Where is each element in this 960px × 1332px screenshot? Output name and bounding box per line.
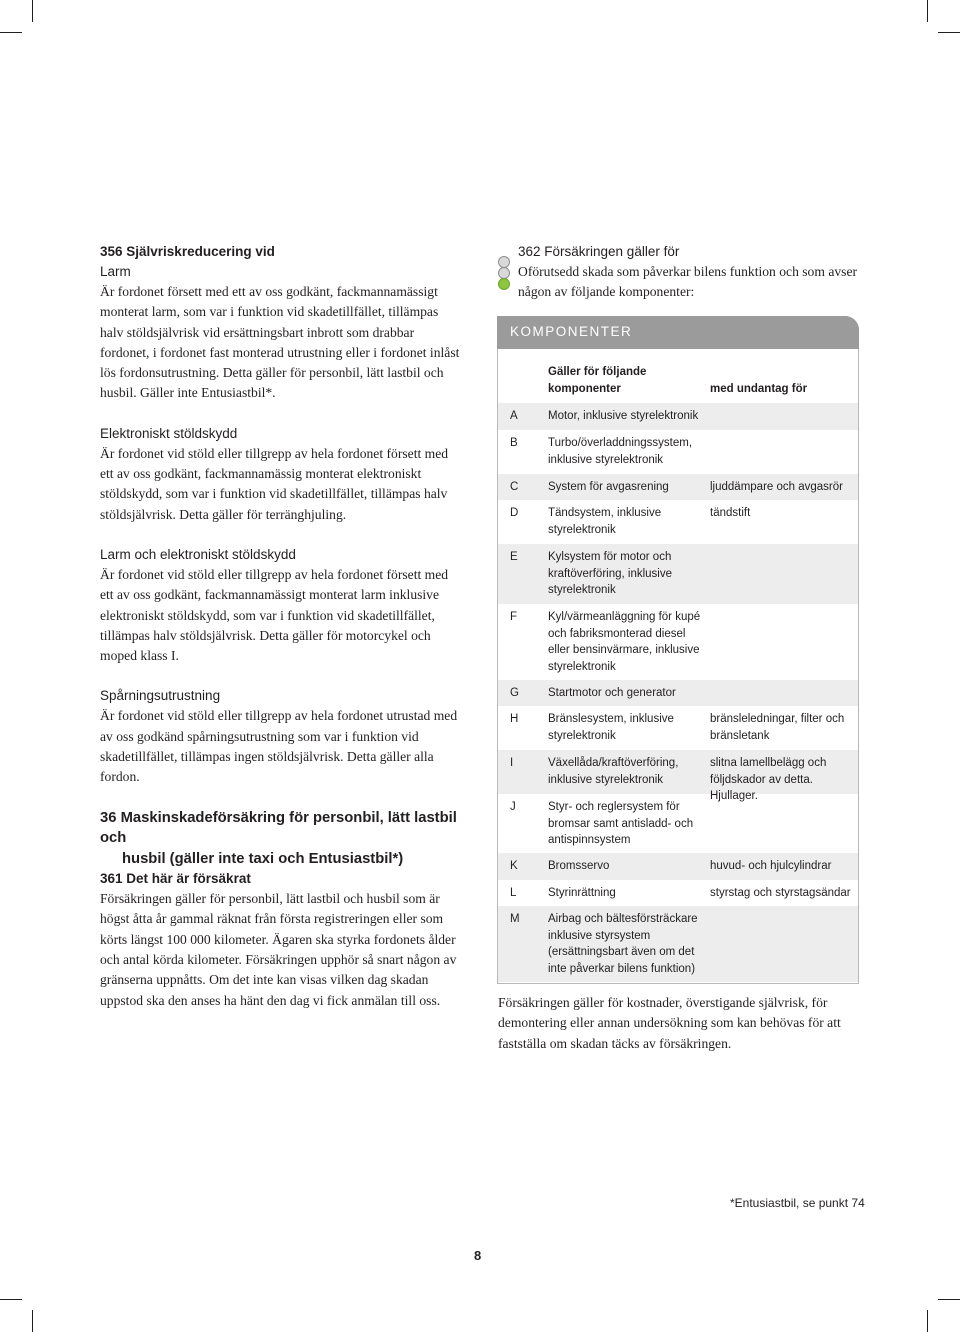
row-exception: tändstift	[710, 507, 751, 519]
indicator-dot-active-icon	[498, 278, 510, 290]
section-361-text: Försäkringen gäller för personbil, lätt lastbil och husbil som är högst åtta år gammal räknat från första registreringen eller som körts längst 100 000 kilometer. Ägaren ska styrka fordonets ålder och antal körda kilometer. Försäkringen upphör så snart någon av gränserna uppnåtts. Om det inte kan visas vilken dag skadan uppstod ska den anses ha hänt den dag vi fick anmälan till oss.	[100, 891, 457, 1008]
table-row	[498, 853, 858, 880]
komponenter-title: KOMPONENTER	[510, 324, 633, 339]
footnote: *Entusiastbil, se punkt 74	[730, 1196, 865, 1210]
row-code: G	[510, 687, 519, 699]
section-36-heading-line2: husbil (gäller inte taxi och Entusiastbil*)	[122, 850, 404, 867]
row-component: Startmotor och generator	[548, 687, 676, 699]
table-row	[498, 430, 858, 474]
section-362-intro: Oförutsedd skada som påverkar bilens funktion och som avser någon av följande komponenter:	[518, 264, 858, 300]
row-code: E	[510, 551, 518, 563]
sparning-label: Spårningsutrustning	[100, 688, 221, 704]
section-356-heading: 356 Självriskreducering vid	[100, 244, 275, 259]
row-code: A	[510, 410, 518, 422]
row-code: M	[510, 913, 520, 925]
elektroniskt-text: Är fordonet vid stöld eller tillgrepp av hela fordonet försett med ett av oss godkänt, fackmannamässig monterat elektroniskt stöldskydd, som var i funktion vid skadetillfället, tillämpas halv stöldsjälvrisk. Detta gäller för terränghjuling.	[100, 445, 449, 522]
page-number: 8	[474, 1248, 482, 1263]
table-row	[498, 403, 858, 430]
table-row	[498, 794, 858, 853]
col-header-applies: Gäller för följande komponenter	[548, 366, 647, 395]
crop-mark	[927, 0, 928, 22]
row-component: Kyl/värmeanläggning för kupé och fabriksmonterad diesel eller bensinvärmare, inklusive styrelektronik	[548, 611, 701, 673]
footer-text: Försäkringen gäller för kostnader, överstigande självrisk, för demontering eller annan undersökning som kan behövas för att fastställa om skadan täcks av försäkringen.	[498, 995, 841, 1051]
row-code: B	[510, 437, 518, 449]
row-component: Växellåda/kraftöverföring, inklusive styrelektronik	[548, 757, 679, 786]
col-header-except: med undantag för	[710, 383, 808, 395]
row-component: Styr- och reglersystem för bromsar samt antisladd- och antispinnsystem	[548, 801, 694, 846]
row-component: System för avgasrening	[548, 481, 669, 493]
row-component: Motor, inklusive styrelektronik	[548, 410, 699, 422]
crop-mark	[938, 32, 960, 33]
row-component: Styrinrättning	[548, 887, 616, 899]
table-row	[498, 500, 858, 544]
crop-mark	[0, 32, 22, 33]
row-exception: huvud- och hjulcylindrar	[710, 860, 832, 872]
section-362	[518, 242, 858, 303]
section-362-heading: 362 Försäkringen gäller för	[518, 244, 680, 259]
row-component: Turbo/överladdningssystem, inklusive styrelektronik	[548, 437, 693, 466]
row-component: Kylsystem för motor och kraftöverföring, inklusive styrelektronik	[548, 551, 672, 596]
row-code: I	[510, 757, 514, 769]
row-component: Airbag och bältesförsträckare inklusive styrsystem (ersättningsbart även om det inte påverkar bilens funktion)	[548, 913, 698, 975]
larm-text: Är fordonet försett med ett av oss godkänt, fackmannamässigt monterat larm, som var i funktion vid skadetillfället, tillämpas halv stöldsjälvrisk vid ersättningsbart inbrott som drabbar fordonet, i fordonet fast monterad utrustning eller i fordonet inlåst lös fordonsutrustning. Detta gäller för personbil, lätt lastbil och husbil. Gäller inte Entusiastbil*.	[100, 284, 460, 401]
row-component: Tändsystem, inklusive styrelektronik	[548, 507, 662, 536]
larm-elektroniskt-text: Är fordonet vid stöld eller tillgrepp av hela fordonet försett med ett av oss godkänt, fackmannamässigt monterat larm inklusive elektroniskt stöldskydd, som var i funktion vid skadetillfället, tillämpas halv stöldsjälvrisk. Detta gäller för motorcykel och moped klass I.	[100, 566, 449, 664]
larm-elektroniskt-label: Larm och elektroniskt stöldskydd	[100, 546, 296, 562]
table-row	[498, 880, 858, 906]
crop-mark	[32, 0, 33, 22]
table-row	[498, 906, 858, 982]
row-exception: styrstag och styrstagsändar	[710, 887, 851, 899]
row-code: K	[510, 860, 518, 872]
row-component: Bränslesystem, inklusive styrelektronik	[548, 713, 674, 742]
crop-mark	[938, 1299, 960, 1300]
table-row	[498, 474, 858, 500]
row-component: Bromsservo	[548, 860, 610, 872]
sparning-text: Är fordonet vid stöld eller tillgrepp av hela fordonet utrustad med av oss godkänd spårningsutrustning som var i funktion vid skadetillfället, tillämpas ingen stöldsjälvrisk. Detta gäller alla fordon.	[100, 708, 458, 785]
row-code: D	[510, 507, 519, 519]
section-36-heading	[100, 808, 462, 870]
row-code: F	[510, 611, 518, 623]
row-exception: bränsleledningar, filter och bränsletank	[710, 713, 845, 742]
crop-mark	[0, 1299, 22, 1300]
row-code: J	[510, 801, 516, 813]
table-row	[498, 544, 858, 604]
row-code: H	[510, 713, 519, 725]
crop-mark	[927, 1310, 928, 1332]
crop-mark	[32, 1310, 33, 1332]
section-36-heading-line1: 36 Maskinskadeförsäkring för personbil, lätt lastbil och	[100, 809, 457, 847]
row-exception: ljuddämpare och avgasrör	[710, 481, 843, 493]
elektroniskt-label: Elektroniskt stöldskydd	[100, 425, 238, 441]
left-column	[100, 242, 462, 1011]
table-row	[498, 750, 858, 802]
row-code: L	[510, 887, 517, 899]
larm-label: Larm	[100, 264, 131, 279]
table-row	[498, 706, 858, 750]
row-code: C	[510, 481, 519, 493]
row-exception: slitna lamellbelägg och följdskador av detta. Hjullager.	[710, 757, 827, 802]
section-361-heading: 361 Det här är försäkrat	[100, 871, 251, 887]
table-row	[498, 680, 858, 706]
table-row	[498, 604, 858, 680]
